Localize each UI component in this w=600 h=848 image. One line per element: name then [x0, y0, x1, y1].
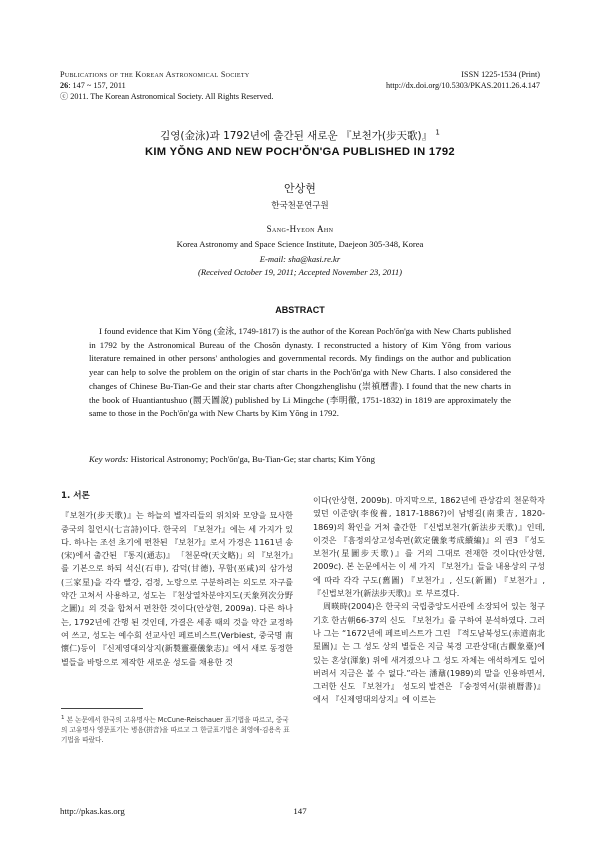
intro-paragraph-1-continued: 이다(안상현, 2009b). 마지막으로, 1862년에 관상감의 천문학자였던 이준양(李俊養, 1817-1886?)이 남병길(南秉吉, 1820-1869)의 확인을 거쳐 출간한 『신법보천가(新法步天歌)』인데, 이것은 『흠정의상고성속편(欽定儀象考成續編)』의 권3 『성도보천가(星圖步天歌)』를 거의 그대로 전재한 것이다(안상현, 2009c). 본 논문에서는 이 세 가지 『보천가』들을 내용상의 구성에 따라 각각 구도(舊圖) 『보천가』, 신도(新圖) 『보천가』, 『신법보천가(新法步天歌)』로 부르겠다. — [313, 495, 545, 599]
footnote-text: 본 논문에서 한국의 고유명사는 McCune-Reischauer 표기법을 따르고, 중국의 고유명사 영문표기는 병음(拼音)을 따르고 그 한글표기법은 최영애-김용옥 표기법을 따랐다. — [61, 716, 290, 745]
volume-pages — [60, 80, 126, 91]
title-korean — [0, 128, 600, 143]
footnote — [61, 713, 293, 745]
keywords-label: Key words: — [89, 454, 129, 464]
email-address[interactable]: sha@kasi.re.kr — [288, 254, 341, 264]
received-dates: (Received October 19, 2011; Accepted November 23, 2011) — [197, 267, 403, 277]
doi-link[interactable]: http://dx.doi.org/10.5303/PKAS.2011.26.4.147 — [386, 81, 540, 90]
issn: ISSN 1225-1534 (Print) — [461, 70, 540, 79]
running-header — [60, 69, 540, 102]
title-footnote-mark[interactable]: 1 — [435, 128, 440, 137]
footer-url[interactable]: http://pkas.kas.org — [60, 806, 125, 816]
keywords — [89, 453, 511, 465]
author-email-line — [0, 254, 600, 264]
keywords-list: Historical Astronomy; Poch'ŏn'ga, Bu-Tian-Ge; star charts; Kim Yŏng — [130, 454, 375, 464]
footnote-rule — [61, 708, 143, 709]
author-english: Sang-Hyeon Ahn — [266, 224, 334, 234]
right-column — [313, 494, 545, 707]
volume-number: 26 — [60, 81, 69, 90]
affiliation-english: Korea Astronomy and Space Science Institute, Daejeon 305-348, Korea — [176, 239, 424, 249]
abstract-body: I found evidence that Kim Yŏng (金泳, 1749-1817) is the author of the Korean Poch'ŏn'ga with New Charts published in 1792 by the Astronomical Bureau of the Chosŏn dynasty. I reconstructed a history of Kim Yŏng from various literature remained in other persons' anthologies and governmental records. My findings on the author and publication year can help to solve the problem on the origin of star charts in the Poch'ŏn'ga with New Charts. I also considered the changes of Chinese Bu-Tian-Ge and their star charts after Chongzhenglishu (崇禎曆書). I found that the new charts in the book of Huantiantushuo (圜天圖說) published by Li Mingche (李明徹, 1751-1832) in 1819 are approximately the same to those in the Poch'ŏn'ga with New Charts by Kim Yŏng in 1792. — [89, 326, 511, 419]
section-heading: 1. 서론 — [61, 491, 90, 501]
author-korean: 안상현 — [284, 182, 316, 195]
journal-name: Publications of the Korean Astronomical Society — [60, 70, 250, 79]
pages-year: : 147 ~ 157, 2011 — [68, 81, 126, 90]
abstract-heading: ABSTRACT — [275, 305, 325, 315]
affiliation-korean: 한국천문연구원 — [271, 201, 329, 211]
page-number: 147 — [293, 806, 307, 816]
copyright: ⓒ 2011. The Korean Astronomical Society. All Rights Reserved. — [60, 92, 274, 101]
title-korean-text: 김영(金泳)과 1792년에 출간된 새로운 『보천가(步天歌)』 — [160, 130, 433, 142]
footnote-mark: 1 — [61, 715, 65, 721]
intro-paragraph-1: 『보천가(步天歌)』는 하늘의 별자리들의 위치와 모양을 묘사한 중국의 칠언시(七言詩)이다. 한국의 『보천가』에는 세 가지가 있다. 하나는 조선 초기에 편찬된 『보천가』로서 가경은 1161년 송(宋)에서 출간된 『통지(通志)』 「천문략(天文略)」의 『보천가』를 기본으로 하되 석신(石申), 감덕(甘德), 무함(巫咸)의 삼가성(三家星)을 각각 빨강, 검정, 노랑으로 구분하려는 의도로 자구를 약간 고쳐서 사용하고, 성도는 『천상열차분야지도(天象列次分野之圖)』의 것을 합쳐서 편찬한 것이다(안상현, 2009a). 다른 하나는, 1792년에 간행 된 것인데, 가결은 세종 때의 것을 약간 교정하여 쓰고, 성도는 예수회 선교사인 페르비스트(Verbiest, 중국명 南懷仁)등이 『신제영대의상지(新製靈臺儀象志)』에서 새로 동정한 별들을 바탕으로 제작한 새로운 성도를 채용한 것 — [61, 510, 293, 667]
intro-paragraph-2: 周暎時(2004)은 한국의 국립중앙도서관에 소장되어 있는 청구기호 한古朝66-37의 신도 『보천가』를 구하여 분석하였다. 그러나 그는 “1672년에 페르비스트가 그린 『적도남북성도(赤道南北星圖)』는 그 성도 상의 별들은 지금 북경 고관상대(古觀象臺)에 있는 혼상(渾象) 위에 새겨졌으나 그 성도 자체는 애석하게도 일어버려서 지금은 볼 수 없다.”라는 潘鼐(1989)의 말을 인용하면서, 그러한 신도 『보천가』 성도의 발견은 『숭정역서(崇禎曆書)』에서 『신제영대의상지』에 이르는 — [313, 601, 545, 705]
email-label: E-mail: — [259, 254, 287, 264]
title-english: KIM YŎNG AND NEW POCH'ŎN'GA PUBLISHED IN 1792 — [145, 146, 455, 158]
left-column — [61, 490, 293, 669]
